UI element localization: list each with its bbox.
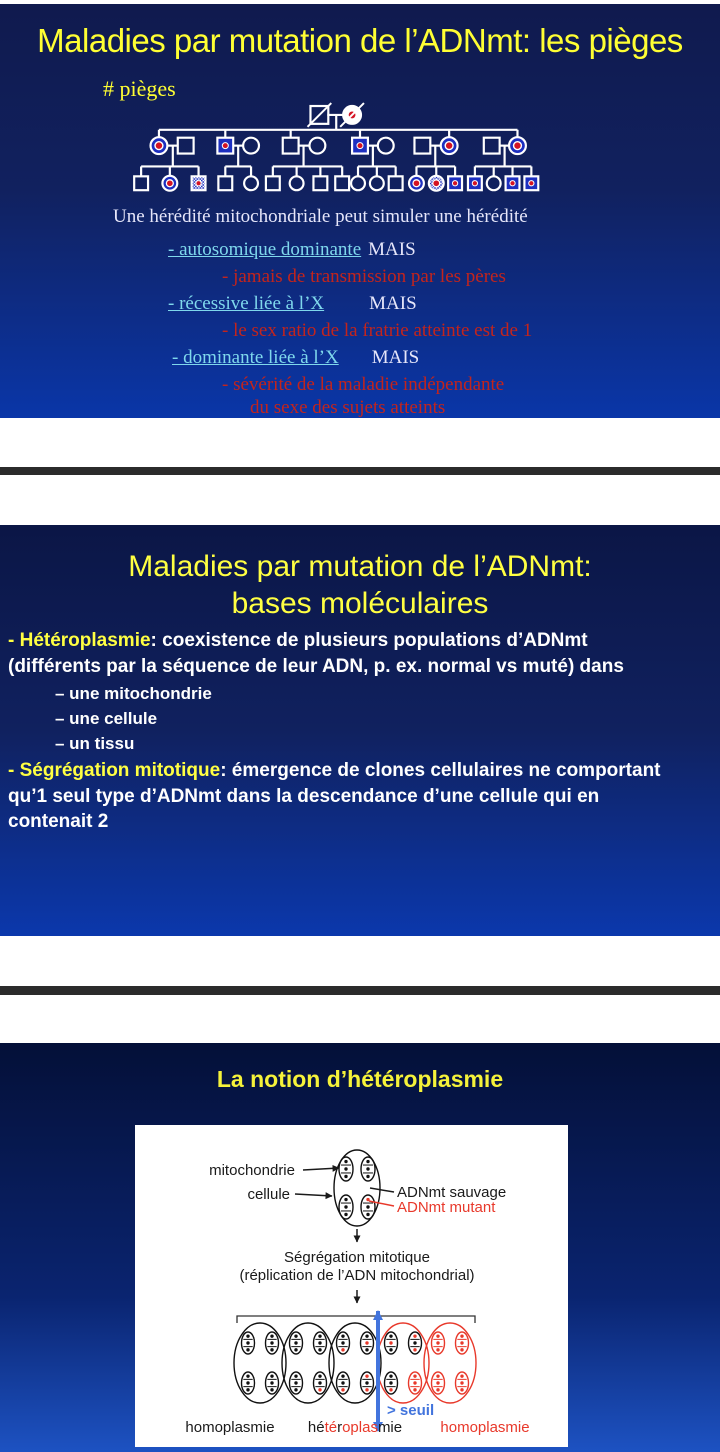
label-adnmt-mutant: ADNmt mutant — [397, 1199, 496, 1216]
bullet-segregation-rest: : émergence de clones cellulaires ne comportant — [220, 760, 661, 781]
page-separator — [0, 986, 720, 995]
slide1-subtitle: # pièges — [103, 76, 176, 101]
slide1-note3a: - sévérité de la maladie indépendante — [222, 374, 505, 395]
adnmt-sauvage-pointer — [370, 1188, 394, 1192]
page-separator — [0, 467, 720, 475]
mais-label: MAIS — [368, 239, 416, 260]
slide2-title-line1: Maladies par mutation de l’ADNmt: — [128, 550, 592, 583]
label-heteroplasmie: hétéroplasmie — [307, 1419, 403, 1436]
label-segregation-mitotique: Ségrégation mitotique — [284, 1249, 430, 1266]
label-homoplasmie-mutante: homoplasmie — [440, 1419, 530, 1436]
term-heteroplasmie: - Hétéroplasmie — [8, 630, 151, 651]
slide1-item3 — [172, 347, 419, 369]
daughter-cells-bracket — [237, 1316, 475, 1323]
slide-les-pieges — [0, 4, 720, 418]
cellule-arrow — [295, 1194, 332, 1196]
slide1-note3b: du sexe des sujets atteints — [250, 397, 446, 418]
slide2-title — [0, 548, 720, 622]
bullet-segregation-line3: contenait 2 — [8, 811, 109, 832]
label-cellule: cellule — [247, 1186, 290, 1203]
label-replication-adn: (réplication de l’ADN mitochondrial) — [239, 1267, 475, 1284]
bullet-heteroplasmie — [8, 630, 588, 652]
term-segregation-mitotique: - Ségrégation mitotique — [8, 760, 221, 781]
bullet-heteroplasmie-line2: (différents par la séquence de leur ADN, p. ex. normal vs muté) dans — [8, 656, 624, 677]
label-homoplasmie-normale: homoplasmie — [185, 1419, 275, 1436]
mais-label: MAIS — [369, 293, 417, 314]
sub-bullet-tissu: – un tissu — [55, 734, 135, 753]
bullet-segregation — [8, 760, 661, 782]
link-recessive-liee-x[interactable]: - récessive liée à l’X — [168, 293, 325, 314]
slide1-note1: - jamais de transmission par les pères — [222, 266, 506, 287]
heteroplasmie-figure — [135, 1125, 568, 1447]
slide1-title: Maladies par mutation de l’ADNmt: les pièges — [37, 22, 683, 59]
slide1-intro: Une hérédité mitochondriale peut simuler une hérédité — [113, 206, 528, 227]
link-dominante-liee-x[interactable]: - dominante liée à l’X — [172, 347, 339, 368]
mitochondrie-arrow — [303, 1168, 339, 1170]
mais-label: MAIS — [371, 347, 420, 368]
slide3-title: La notion d’hétéroplasmie — [216, 1066, 504, 1092]
sub-bullet-cellule: – une cellule — [55, 709, 158, 728]
slide2-title-line2: bases moléculaires — [231, 587, 489, 620]
label-seuil: > seuil — [387, 1402, 435, 1419]
label-mitochondrie: mitochondrie — [209, 1162, 295, 1179]
slide1-item1 — [168, 239, 416, 261]
daughter-cells — [234, 1323, 476, 1403]
label-adnmt-sauvage: ADNmt sauvage — [397, 1184, 507, 1201]
slide-bases-moleculaires — [0, 525, 720, 936]
slide1-item2 — [168, 293, 417, 315]
sub-bullet-mitochondrie: – une mitochondrie — [55, 684, 212, 703]
slide1-note2: - le sex ratio de la fratrie atteinte est de 1 — [222, 320, 533, 341]
bullet-heteroplasmie-rest: : coexistence de plusieurs populations d’ADNmt — [150, 630, 588, 651]
pedigree-lines — [141, 115, 531, 176]
bullet-segregation-line2: qu’1 seul type d’ADNmt dans la descendance d’une cellule qui en — [8, 786, 600, 807]
link-autosomique-dominante[interactable]: - autosomique dominante — [168, 239, 362, 260]
